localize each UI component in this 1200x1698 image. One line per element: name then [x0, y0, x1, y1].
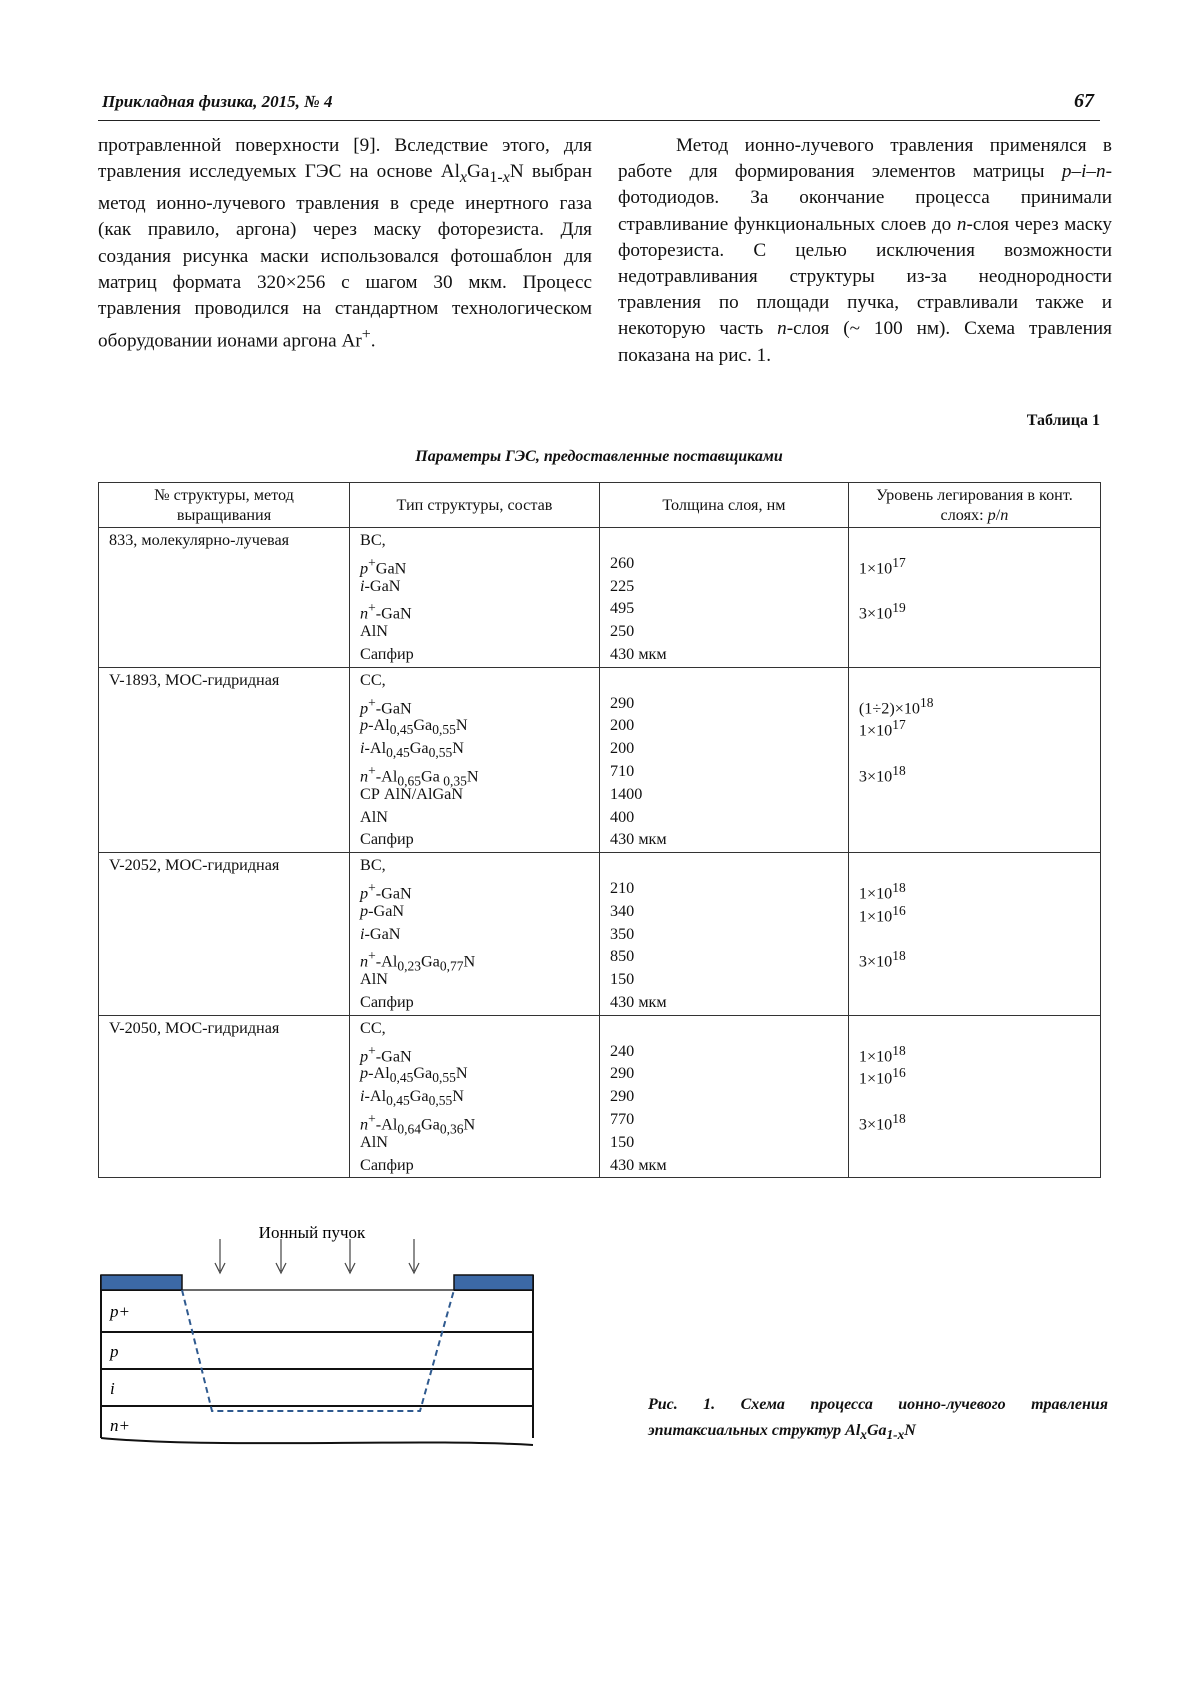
left-column-text: протравленной поверхности [9]. Вследствие этого, для травления исследуемых ГЭС на основе $Al_xGa_{1-x}N$ выбран метод ионно-лучевого травления в среде инертного газа (как правило, аргона) через маску фоторезиста. Для создания рисунка маски использовался фотошаблон для матриц формата 320×256 с шагом 30 мкм. Процесс травления проводился на стандартном технологическом оборудовании ионами аргона Ar+. — [98, 135, 592, 352]
thickness-cell-line — [610, 1017, 842, 1040]
right-column-text: Метод ионно-лучевого травления применялся в работе для формирования элементов матрицы p–i–n-фотодиодов. За окончание процесса принимали стравливание функциональных слоев до n-слоя через маску фоторезиста. С целью исключения возможности недотравливания структуры из-за неоднородности травления по площади пучка, стравливали также и некоторую часть n-слоя (~ 100 нм). Схема травления показана на рис. 1. — [618, 135, 1112, 366]
structure-cell: V-1893, МОС-гидридная — [99, 667, 350, 852]
thickness-cell-line: 290 — [609, 1087, 635, 1106]
table-body — [99, 528, 1101, 1178]
layer-cell-line: СС, — [360, 670, 386, 689]
doping-cell-line — [859, 968, 1094, 991]
doping-cell-line: $1\times 10^{17}$ — [858, 717, 906, 740]
thickness-cell-line: 1400 — [609, 784, 643, 803]
thickness-cell-line: 430 мкм — [609, 644, 667, 663]
doping-cell-line: $3\times 10^{18}$ — [858, 762, 906, 786]
layer-stack — [101, 1275, 533, 1445]
layer-cell-line: AlN — [360, 622, 388, 641]
thickness-cell — [599, 528, 848, 668]
thickness-cell — [599, 1015, 848, 1178]
thickness-cell-line: 240 — [609, 1041, 635, 1060]
doping-cell-line — [859, 854, 1094, 877]
doping-cell-line — [859, 529, 1094, 552]
layer-label-p: p — [110, 1342, 119, 1361]
thickness-cell — [599, 853, 848, 1016]
thickness-cell — [599, 667, 848, 852]
layer-cell-line: $i-Al_{0,45}Ga_{0,55}N$ — [360, 1087, 464, 1109]
table-header-row — [99, 483, 1101, 528]
layer-cell-line: ВС, — [360, 856, 386, 875]
doping-cell-line — [859, 737, 1094, 760]
layer-cell — [350, 528, 600, 668]
etch-profile-line — [182, 1290, 454, 1411]
thickness-cell-line: 770 — [609, 1109, 635, 1128]
layer-cell-line: AlN — [360, 807, 388, 826]
structure-cell: V-2050, МОС-гидридная — [99, 1015, 350, 1178]
thickness-cell-line: 225 — [609, 576, 635, 595]
layer-cell-line: p+GaN — [360, 554, 407, 578]
doping-cell-line — [859, 783, 1094, 806]
column-header: Тип структуры, состав — [350, 483, 600, 528]
doping-cell-line — [859, 806, 1094, 829]
photoresist-mask-left — [101, 1275, 182, 1290]
doping-cell-line — [859, 1154, 1094, 1177]
table-title: Параметры ГЭС, предоставленные поставщиками — [415, 448, 783, 465]
thickness-cell-line: 400 — [609, 807, 635, 826]
thickness-cell-line: 430 мкм — [609, 830, 667, 849]
doping-cell-line — [859, 1085, 1094, 1108]
thickness-cell-line: 260 — [609, 553, 635, 572]
thickness-cell-line — [610, 669, 842, 692]
ion-beam-label: Ионный пучок — [258, 1223, 366, 1242]
doping-cell-line: $3\times 10^{18}$ — [858, 1110, 906, 1134]
ion-beam-arrows — [215, 1239, 419, 1273]
layer-cell-line: p-GaN — [360, 901, 405, 920]
structure-cell: 833, молекулярно-лучевая — [99, 528, 350, 668]
thickness-cell-line — [610, 854, 842, 877]
layer-label-p-plus: p+ — [110, 1302, 130, 1321]
layer-cell-line: i-GaN — [360, 576, 401, 595]
layer-cell-line: СР AlN/AlGaN — [360, 784, 464, 803]
doping-cell-line: $1\times 10^{17}$ — [858, 554, 906, 578]
thickness-cell-line: 250 — [609, 622, 635, 641]
thickness-cell-line: 430 мкм — [609, 1155, 667, 1174]
doping-cell-line: $3\times 10^{18}$ — [858, 948, 906, 971]
running-header — [98, 86, 1100, 121]
thickness-cell-line: 290 — [609, 1064, 635, 1083]
layer-label-n-plus: n+ — [110, 1416, 130, 1435]
thickness-cell-line: 210 — [609, 878, 635, 897]
doping-cell-line — [859, 991, 1094, 1014]
doping-cell-line — [859, 923, 1094, 946]
table-row — [99, 1015, 1101, 1178]
layer-cell-line: p+-GaN — [360, 694, 412, 717]
doping-cell — [848, 528, 1100, 668]
table-row — [99, 528, 1101, 668]
etching-diagram — [98, 1223, 598, 1585]
layer-cell-line: i-GaN — [360, 924, 401, 943]
structure-cell: V-2052, МОС-гидридная — [99, 853, 350, 1016]
layer-cell-line: $n^+-Al_{0,65}Ga$ $_{0,35}$N — [360, 762, 479, 789]
doping-cell — [848, 1015, 1100, 1178]
layer-cell-line: Сапфир — [360, 830, 414, 849]
doping-cell-line: $1\times 10^{16}$ — [858, 902, 906, 926]
table-number: Таблица 1 — [1026, 412, 1100, 429]
thickness-cell-line: 150 — [609, 1132, 635, 1151]
layer-cell-line: AlN — [360, 970, 388, 989]
layer-cell-line: ВС, — [360, 531, 386, 549]
doping-cell — [848, 853, 1100, 1016]
thickness-cell-line: 495 — [609, 599, 635, 618]
column-header: Толщина слоя, нм — [599, 483, 848, 528]
column-header: Уровень легирования в конт. слоях: p/n — [848, 483, 1100, 528]
layer-cell-line: $p-Al_{0,45}Ga_{0,55}N$ — [360, 716, 468, 738]
doping-cell-line — [859, 828, 1094, 851]
doping-cell-line: $3\times 10^{19}$ — [858, 600, 906, 623]
table-row — [99, 853, 1101, 1016]
layer-label-i: i — [110, 1379, 115, 1398]
doping-cell-line — [859, 620, 1094, 643]
layer-cell-line: $i-Al_{0,45}Ga_{0,55}N$ — [360, 739, 464, 761]
layer-cell-line: $p-Al_{0,45}Ga_{0,55}N$ — [360, 1064, 468, 1086]
journal-title: Прикладная физика, 2015, № 4 — [102, 92, 333, 111]
figure-caption: Рис. 1. Схема процесса ионно-лучевого травления эпитаксиальных структур $Al_xGa_{1-x}N$ — [648, 1396, 1108, 1443]
parameters-table — [98, 482, 1101, 1178]
thickness-cell-line: 340 — [609, 901, 635, 920]
layer-cell-line: AlN — [360, 1132, 388, 1151]
doping-cell-line — [859, 669, 1094, 692]
table-row — [99, 667, 1101, 852]
doping-cell-line: $1\times 10^{18}$ — [858, 1042, 906, 1065]
thickness-cell-line: 430 мкм — [609, 992, 667, 1011]
thickness-cell-line — [610, 529, 842, 552]
doping-cell-line — [859, 1131, 1094, 1154]
thickness-cell-line: 290 — [609, 693, 635, 712]
doping-cell-line: $1\times 10^{16}$ — [858, 1065, 906, 1088]
layer-cell-line: $n^+-Al_{0,23}Ga_{0,77}N$ — [360, 948, 476, 974]
doping-cell-line: $(1\div 2)\times 10^{18}$ — [858, 694, 934, 717]
layer-cell — [350, 1015, 600, 1178]
thickness-cell-line: 850 — [609, 947, 635, 966]
doping-cell-line — [859, 575, 1094, 598]
doping-cell-line: $1\times 10^{18}$ — [858, 879, 906, 903]
thickness-cell-line: 200 — [609, 739, 635, 758]
layer-cell — [350, 667, 600, 852]
layer-cell-line: Сапфир — [360, 644, 414, 663]
doping-cell — [848, 667, 1100, 852]
layer-cell-line: СС, — [360, 1018, 386, 1037]
layer-cell-line: Сапфир — [360, 1155, 414, 1174]
photoresist-mask-right — [454, 1275, 533, 1290]
page-number: 67 — [1074, 90, 1094, 112]
column-header: № структуры, метод выращивания — [99, 483, 350, 528]
layer-cell-line: $n^+-Al_{0,64}Ga_{0,36}N$ — [360, 1110, 476, 1137]
layer-cell-line: p+-GaN — [360, 879, 412, 903]
thickness-cell-line: 150 — [609, 970, 635, 989]
thickness-cell-line: 710 — [609, 761, 635, 780]
doping-cell-line — [859, 1017, 1094, 1040]
thickness-cell-line: 350 — [609, 924, 635, 943]
doping-cell-line — [859, 643, 1094, 666]
layer-cell — [350, 853, 600, 1016]
layer-cell-line: n+-GaN — [360, 600, 412, 623]
layer-cell-line: Сапфир — [360, 992, 414, 1011]
thickness-cell-line: 200 — [609, 716, 635, 735]
layer-cell-line: p+-GaN — [360, 1042, 412, 1065]
